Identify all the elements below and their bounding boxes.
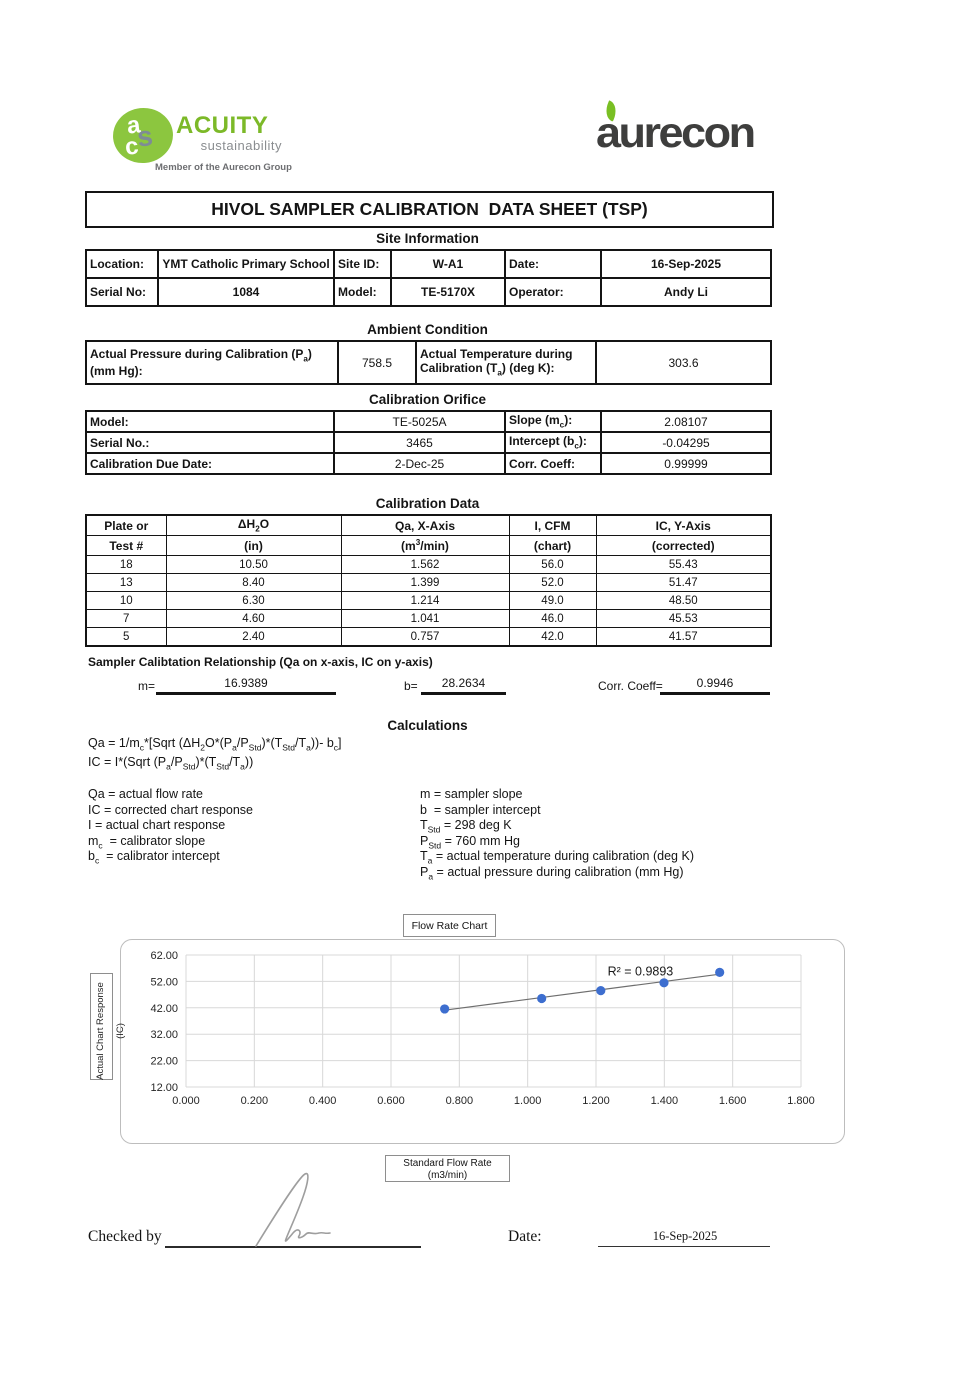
y-tick-label: 62.00 bbox=[150, 950, 178, 962]
definition: $T_a$ = actual temperature during calibration (deg K) bbox=[420, 849, 694, 866]
field-value: 2-Dec-25 bbox=[334, 453, 505, 474]
data-cell: 55.43 bbox=[596, 556, 771, 574]
field-value: 303.6 bbox=[596, 341, 771, 384]
x-tick-label: 1.400 bbox=[650, 1095, 679, 1107]
header-row bbox=[86, 515, 771, 536]
field-label: Model: bbox=[334, 278, 391, 306]
y-tick-label: 42.00 bbox=[150, 1002, 178, 1015]
definition: $T_{Std} = 298$ deg K bbox=[420, 818, 512, 835]
data-cell: 7 bbox=[86, 610, 166, 628]
data-cell: 13 bbox=[86, 574, 166, 592]
b-value: 28.2634 bbox=[421, 676, 506, 695]
column-header: IC, Y-Axis bbox=[596, 515, 771, 536]
acuity-monogram-icon bbox=[110, 105, 175, 166]
field-value: 1084 bbox=[158, 278, 334, 306]
acuity-wordmark: ACUITY bbox=[176, 112, 269, 139]
x-tick-label: 0.600 bbox=[377, 1095, 405, 1107]
x-axis-label-line1: Standard Flow Rate bbox=[403, 1158, 492, 1169]
data-cell: 1.214 bbox=[341, 592, 509, 610]
data-cell: 48.50 bbox=[596, 592, 771, 610]
calibration-data-heading: Calibration Data bbox=[375, 496, 480, 511]
data-point bbox=[440, 1004, 449, 1013]
acuity-tagline: sustainability bbox=[200, 138, 282, 153]
checked-by-label: Checked by bbox=[88, 1228, 162, 1245]
field-label: Calibration Due Date: bbox=[86, 453, 334, 474]
data-cell: 5 bbox=[86, 628, 166, 647]
m-value: 16.9389 bbox=[156, 676, 336, 695]
calculations-heading: Calculations bbox=[387, 718, 468, 733]
data-cell: 51.47 bbox=[596, 574, 771, 592]
data-cell: 41.57 bbox=[596, 628, 771, 647]
calibration-orifice-table bbox=[85, 410, 772, 475]
table-row bbox=[86, 341, 771, 384]
date-line bbox=[598, 1246, 770, 1247]
x-tick-label: 1.200 bbox=[582, 1095, 610, 1107]
column-header: Qa, X-Axis bbox=[341, 515, 509, 536]
table-row bbox=[86, 628, 771, 647]
monogram-letter: c bbox=[123, 132, 140, 161]
column-header: (corrected) bbox=[596, 536, 771, 556]
formula-ic: IC = I*(Sqrt $(P_a/P_{Std})*(T_{Std}/T_a)$) bbox=[88, 755, 254, 772]
acuity-member-text: Member of the Aurecon Group bbox=[155, 162, 292, 173]
x-tick-label: 1.600 bbox=[718, 1095, 747, 1107]
x-axis-label-line2: (m3/min) bbox=[427, 1170, 468, 1181]
field-value: 3465 bbox=[334, 432, 505, 453]
field-label: Serial No: bbox=[86, 278, 158, 306]
y-axis-label: Actual Chart Response (IC) bbox=[95, 982, 126, 1080]
definition: Qa = actual flow rate bbox=[88, 787, 203, 801]
signature bbox=[238, 1168, 353, 1250]
date-label: Date: bbox=[508, 1228, 542, 1245]
field-label: Intercept $(b_c)$: bbox=[505, 432, 601, 453]
aurecon-wordmark: aurecon bbox=[596, 108, 754, 157]
field-value: W-A1 bbox=[391, 250, 505, 278]
data-cell: 42.0 bbox=[509, 628, 596, 647]
data-cell: 0.757 bbox=[341, 628, 509, 647]
definition: IC = corrected chart response bbox=[88, 802, 254, 817]
table-row bbox=[86, 278, 771, 306]
x-tick-label: 0.800 bbox=[445, 1095, 474, 1107]
header-row bbox=[86, 536, 771, 556]
field-value: 0.99999 bbox=[601, 453, 771, 474]
field-value: 16-Sep-2025 bbox=[601, 250, 771, 278]
data-cell: 49.0 bbox=[509, 592, 596, 610]
site-information-table bbox=[85, 249, 772, 307]
table-row bbox=[86, 453, 771, 474]
field-label: Site ID: bbox=[334, 250, 391, 278]
y-tick-label: 22.00 bbox=[150, 1055, 178, 1068]
field-value: 2.08107 bbox=[601, 411, 771, 432]
field-label: Date: bbox=[505, 250, 601, 278]
field-value: YMT Catholic Primary School bbox=[158, 250, 334, 278]
date-value: 16-Sep-2025 bbox=[652, 1229, 718, 1243]
page-title: HIVOL SAMPLER CALIBRATION DATA SHEET (TSP) bbox=[85, 191, 774, 228]
column-header: $\Delta H_2O$ bbox=[166, 515, 341, 536]
field-value: TE-5025A bbox=[334, 411, 505, 432]
definition: $P_{Std} = 760$ mm Hg bbox=[420, 833, 520, 850]
table-row bbox=[86, 610, 771, 628]
data-cell: 1.562 bbox=[341, 556, 509, 574]
data-point bbox=[715, 968, 724, 977]
column-header: Test # bbox=[86, 536, 166, 556]
column-header: (in) bbox=[166, 536, 341, 556]
field-value: Andy Li bbox=[601, 278, 771, 306]
data-point bbox=[537, 994, 546, 1003]
relationship-heading: Sampler Calibtation Relationship (Qa on x-axis, IC on y-axis) bbox=[88, 655, 433, 669]
field-label: Actual Temperature during Calibration $(T_a)$ (deg K): bbox=[416, 341, 596, 384]
column-header: Plate or bbox=[86, 515, 166, 536]
y-tick-label: 32.00 bbox=[150, 1029, 178, 1042]
table-row bbox=[86, 250, 771, 278]
table-row bbox=[86, 411, 771, 432]
field-value: TE-5170X bbox=[391, 278, 505, 306]
field-label: Slope $(m_c)$: bbox=[505, 411, 601, 432]
calibration-orifice-heading: Calibration Orifice bbox=[368, 392, 487, 407]
chart-plot-area bbox=[121, 940, 844, 1143]
definitions-left bbox=[88, 787, 253, 865]
x-tick-label: 0.400 bbox=[308, 1095, 337, 1107]
flow-rate-chart bbox=[120, 939, 845, 1144]
definition: I = actual chart response bbox=[88, 818, 226, 832]
data-cell: 2.40 bbox=[166, 628, 341, 647]
data-cell: 4.60 bbox=[166, 610, 341, 628]
definition: $P_a$ = actual pressure during calibration (mm Hg) bbox=[420, 864, 684, 881]
site-information-heading: Site Information bbox=[376, 231, 479, 246]
corr-coeff-label: Corr. Coeff= bbox=[598, 679, 663, 693]
data-cell: 52.0 bbox=[509, 574, 596, 592]
corr-coeff-value: 0.9946 bbox=[660, 676, 770, 695]
x-tick-label: 0.000 bbox=[172, 1095, 200, 1107]
r-squared-label: R² = 0.9893 bbox=[607, 964, 674, 979]
calibration-data-table bbox=[85, 514, 772, 647]
formula-qa: $Qa = 1/m_c*[Sqrt$ $(\Delta H_2O*(P_a/P_{Std})*(T_{Std}/T_a))-$ $b_c$] bbox=[88, 736, 342, 753]
monogram-letter: s bbox=[135, 120, 155, 153]
column-header: I, CFM bbox=[509, 515, 596, 536]
monogram-letter: a bbox=[125, 111, 142, 140]
x-tick-label: 1.000 bbox=[513, 1095, 542, 1107]
data-cell: 1.399 bbox=[341, 574, 509, 592]
data-cell: 6.30 bbox=[166, 592, 341, 610]
column-header: $(m^3/\min)$ bbox=[341, 536, 509, 556]
acuity-logo bbox=[113, 106, 313, 176]
field-label: Corr. Coeff: bbox=[505, 453, 601, 474]
definitions-right bbox=[420, 787, 694, 880]
definition: $m_c$ = calibrator slope bbox=[88, 833, 206, 850]
column-header: (chart) bbox=[509, 536, 596, 556]
definition: $b_c$ = calibrator intercept bbox=[88, 849, 220, 866]
field-label: Actual Pressure during Calibration $(P_a)$ (mm Hg): bbox=[86, 341, 338, 384]
data-point bbox=[659, 978, 668, 987]
y-tick-label: 12.00 bbox=[150, 1082, 178, 1094]
x-axis-label-box bbox=[385, 1155, 510, 1182]
table-row bbox=[86, 432, 771, 453]
chart-title-box: Flow Rate Chart bbox=[403, 914, 496, 937]
field-label: Serial No.: bbox=[86, 432, 334, 453]
table-row bbox=[86, 556, 771, 574]
y-axis-label-box bbox=[90, 973, 126, 1080]
data-cell: 10 bbox=[86, 592, 166, 610]
table-row bbox=[86, 574, 771, 592]
ambient-condition-table bbox=[85, 340, 772, 385]
y-tick-label: 52.00 bbox=[150, 976, 178, 989]
field-label: Operator: bbox=[505, 278, 601, 306]
table-row bbox=[86, 592, 771, 610]
data-cell: 8.40 bbox=[166, 574, 341, 592]
field-label: Location: bbox=[86, 250, 158, 278]
data-cell: 1.041 bbox=[341, 610, 509, 628]
ambient-condition-heading: Ambient Condition bbox=[367, 322, 488, 337]
definition: b = sampler intercept bbox=[420, 802, 541, 817]
data-cell: 18 bbox=[86, 556, 166, 574]
data-cell: 45.53 bbox=[596, 610, 771, 628]
m-label: m= bbox=[138, 679, 156, 693]
field-value: -0.04295 bbox=[601, 432, 771, 453]
x-tick-label: 1.800 bbox=[787, 1095, 815, 1107]
data-point bbox=[596, 986, 605, 995]
field-label: Model: bbox=[86, 411, 334, 432]
data-cell: 46.0 bbox=[509, 610, 596, 628]
data-cell: 10.50 bbox=[166, 556, 341, 574]
data-cell: 56.0 bbox=[509, 556, 596, 574]
aurecon-logo bbox=[596, 100, 786, 170]
b-label: b= bbox=[404, 679, 418, 693]
trendline bbox=[445, 974, 720, 1010]
definition: m = sampler slope bbox=[420, 787, 523, 801]
field-value: 758.5 bbox=[338, 341, 416, 384]
x-tick-label: 0.200 bbox=[240, 1095, 269, 1107]
